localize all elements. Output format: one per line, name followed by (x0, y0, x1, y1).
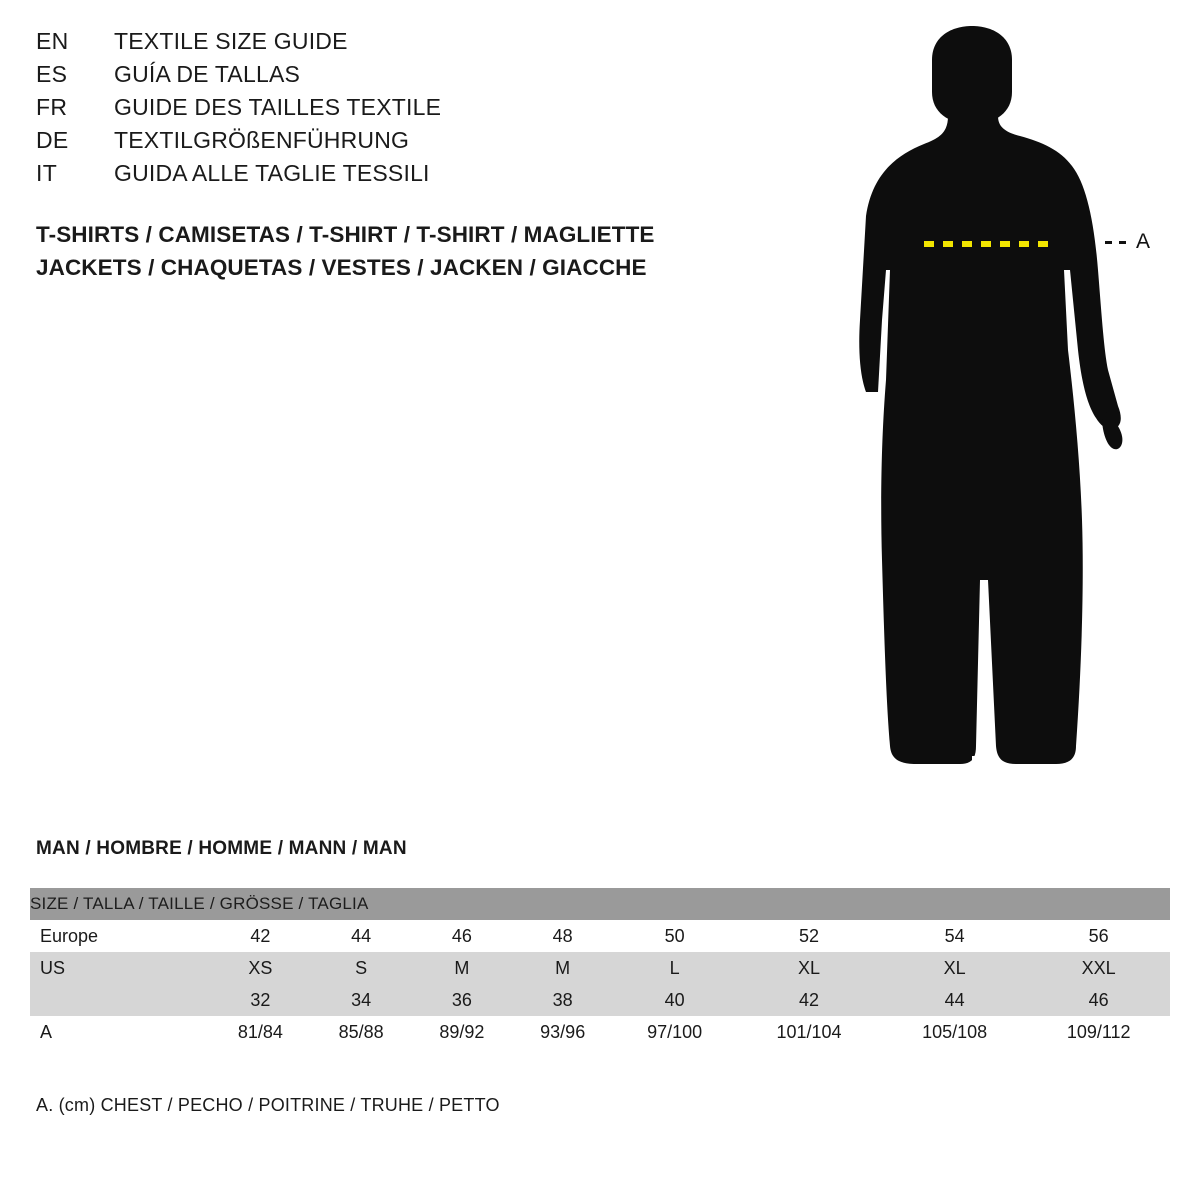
cell-europe-1: 44 (311, 920, 412, 952)
table-header-row (30, 888, 1170, 920)
table-row (30, 984, 1170, 1016)
dash-icon (1119, 241, 1126, 244)
language-title: GUIDE DES TAILLES TEXTILE (114, 94, 442, 120)
cell-numeric-5: 42 (736, 984, 882, 1016)
dash-icon (1105, 241, 1112, 244)
language-title: GUIDA ALLE TAGLIE TESSILI (114, 160, 430, 186)
garment-line-jackets: JACKETS / CHAQUETAS / VESTES / JACKEN / GIACCHE (36, 255, 647, 280)
cell-europe-2: 46 (412, 920, 513, 952)
row-label-europe: Europe (30, 920, 210, 952)
language-list (36, 28, 736, 193)
language-title: TEXTILGRÖßENFÜHRUNG (114, 127, 410, 153)
male-silhouette-figure (820, 20, 1180, 800)
cell-numeric-6: 44 (882, 984, 1028, 1016)
cell-numeric-4: 40 (613, 984, 736, 1016)
cell-us-5: XL (736, 952, 882, 984)
measure-letter: A (1136, 230, 1151, 253)
row-label-us: US (30, 952, 210, 984)
footnote-chest: A. (cm) CHEST / PECHO / POITRINE / TRUHE / PETTO (36, 1095, 500, 1115)
row-label-numeric (30, 984, 210, 1016)
language-code: FR (36, 94, 68, 120)
cell-us-3: M (512, 952, 613, 984)
cell-us-2: M (412, 952, 513, 984)
cell-europe-4: 50 (613, 920, 736, 952)
cell-a-4: 97/100 (613, 1016, 736, 1048)
language-row (36, 28, 736, 61)
cell-us-0: XS (210, 952, 311, 984)
cell-europe-0: 42 (210, 920, 311, 952)
cell-us-4: L (613, 952, 736, 984)
cell-europe-6: 54 (882, 920, 1028, 952)
silhouette-svg (820, 20, 1180, 800)
cell-us-7: XXL (1027, 952, 1170, 984)
cell-numeric-0: 32 (210, 984, 311, 1016)
language-code: ES (36, 61, 68, 87)
cell-numeric-3: 38 (512, 984, 613, 1016)
garment-line-tshirts: T-SHIRTS / CAMISETAS / T-SHIRT / T-SHIRT / MAGLIETTE (36, 222, 655, 247)
language-code: IT (36, 160, 58, 186)
cell-us-6: XL (882, 952, 1028, 984)
cell-us-1: S (311, 952, 412, 984)
table-row (30, 1016, 1170, 1048)
cell-a-3: 93/96 (512, 1016, 613, 1048)
cell-numeric-7: 46 (1027, 984, 1170, 1016)
cell-a-7: 109/112 (1027, 1016, 1170, 1048)
cell-europe-3: 48 (512, 920, 613, 952)
language-row (36, 160, 736, 193)
language-title: GUÍA DE TALLAS (114, 61, 301, 87)
language-code: DE (36, 127, 69, 153)
garment-categories (36, 218, 796, 284)
cell-a-0: 81/84 (210, 1016, 311, 1048)
language-row (36, 61, 736, 94)
row-label-a: A (30, 1016, 210, 1048)
table-header-label: SIZE / TALLA / TAILLE / GRÖSSE / TAGLIA (30, 888, 1170, 920)
language-row (36, 127, 736, 160)
cell-numeric-1: 34 (311, 984, 412, 1016)
section-title-man: MAN / HOMBRE / HOMME / MANN / MAN (36, 838, 407, 859)
cell-a-6: 105/108 (882, 1016, 1028, 1048)
size-table (30, 888, 1170, 1048)
measure-callout-a (1105, 230, 1150, 254)
cell-a-5: 101/104 (736, 1016, 882, 1048)
language-code: EN (36, 28, 69, 54)
cell-a-2: 89/92 (412, 1016, 513, 1048)
cell-europe-5: 52 (736, 920, 882, 952)
cell-numeric-2: 36 (412, 984, 513, 1016)
cell-europe-7: 56 (1027, 920, 1170, 952)
table-row (30, 920, 1170, 952)
language-row (36, 94, 736, 127)
cell-a-1: 85/88 (311, 1016, 412, 1048)
language-title: TEXTILE SIZE GUIDE (114, 28, 348, 54)
table-row (30, 952, 1170, 984)
